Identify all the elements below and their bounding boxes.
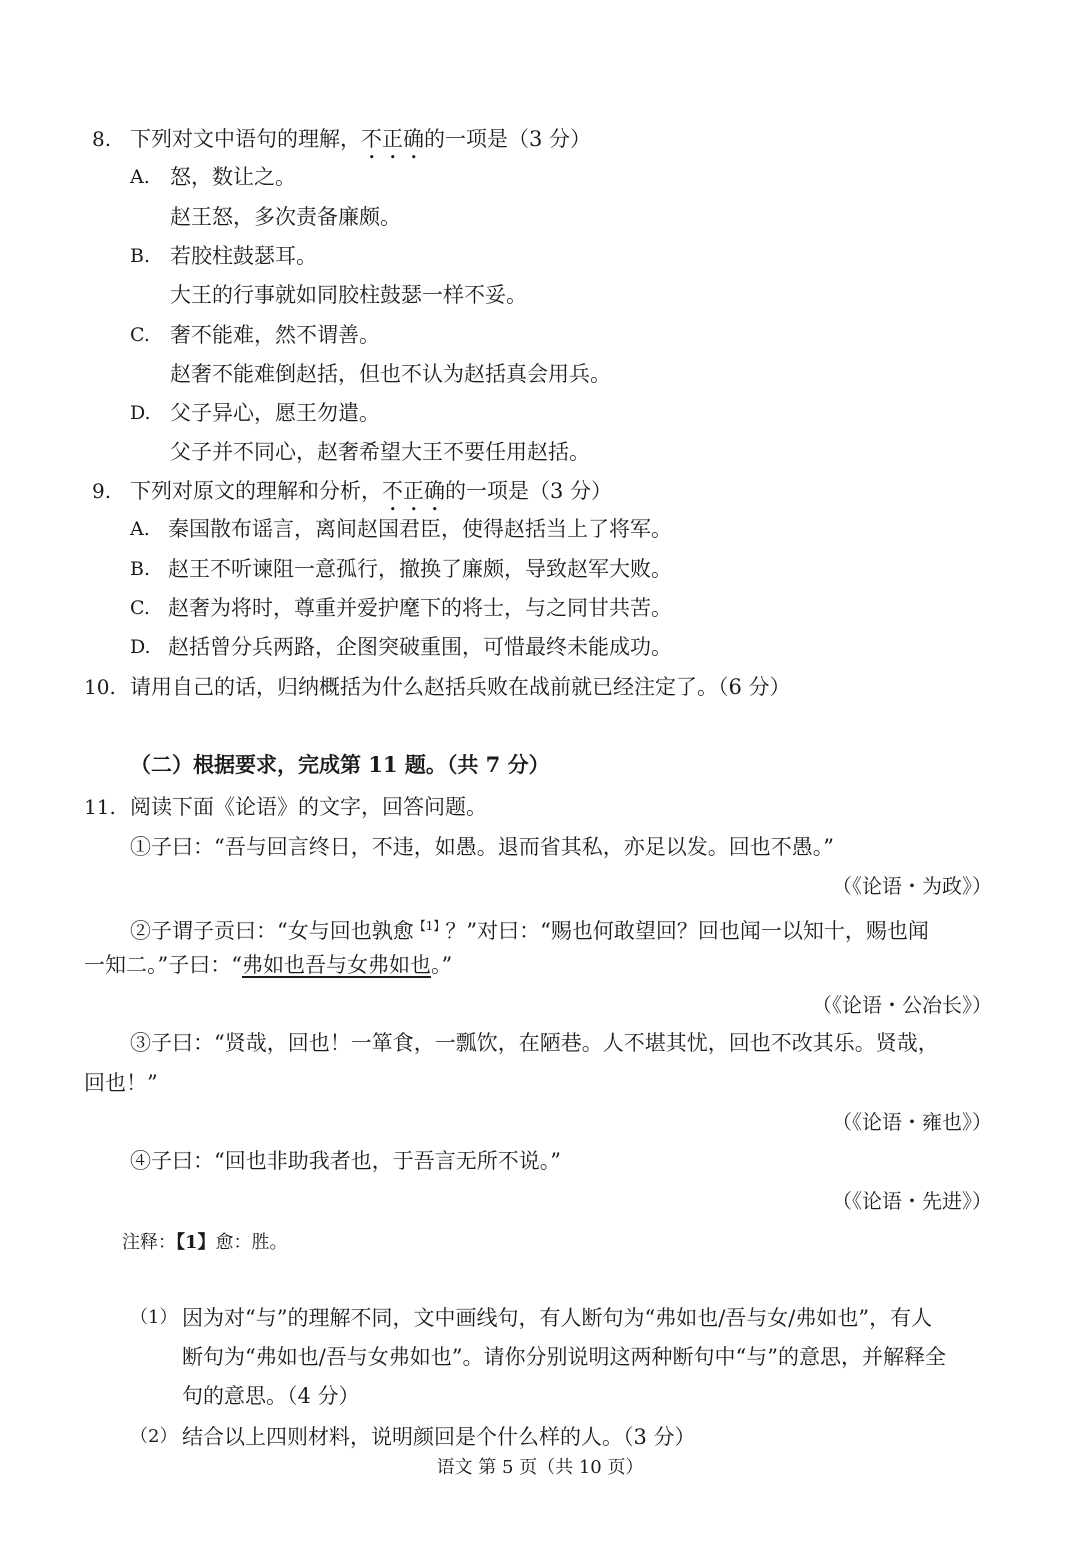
annotation-mark: 【1】 (176, 1232, 216, 1253)
passage-1-source: （《论语・为政》） (832, 874, 992, 898)
q9-option-b-label: B. (130, 558, 151, 580)
annotation-prefix: 注释： (122, 1232, 176, 1253)
passage-3-line-1: ③子曰：“贤哉，回也！一箪食，一瓢饮，在陋巷。人不堪其忧，回也不改其乐。贤哉， (130, 1031, 939, 1055)
passage-3-line-2: 回也！” (84, 1071, 158, 1095)
passage-4-source: （《论语・先进》） (832, 1189, 992, 1213)
q11-number: 11. (84, 795, 116, 819)
q8-option-c-original: 奢不能难，然不谓善。 (170, 323, 380, 347)
annotation-text: 愈：胜。 (215, 1232, 288, 1253)
sub-question-1-line-2: 断句为“弗如也/吾与女弗如也”。请你分别说明这两种断句中“与”的意思，并解释全 (182, 1345, 947, 1369)
q8-option-a-translation: 赵王怒，多次责备廉颇。 (170, 205, 401, 229)
q8-option-d-label: D. (130, 402, 151, 424)
q9-stem-after: 的一项是（3 分） (445, 479, 613, 503)
passage-2-line-2 (84, 950, 452, 980)
q8-option-c-label: C. (130, 324, 150, 346)
q8-stem (130, 124, 591, 164)
q9-option-a-text: 秦国散布谣言，离间赵国君臣，使得赵括当上了将军。 (168, 517, 672, 541)
q8-option-c-translation: 赵奢不能难倒赵括，但也不认为赵括真会用兵。 (170, 362, 611, 386)
q8-option-d-original: 父子异心，愿王勿遣。 (170, 401, 380, 425)
q10-text: 请用自己的话，归纳概括为什么赵括兵败在战前就已经注定了。（6 分） (130, 675, 791, 699)
q8-option-b-original: 若胶柱鼓瑟耳。 (170, 244, 317, 268)
q8-stem-after: 的一项是（3 分） (424, 127, 592, 151)
passage-4: ④子曰：“回也非助我者也，于吾言无所不说。” (130, 1149, 561, 1173)
passage-2-line-1 (130, 911, 929, 946)
sub-question-1-line-1: 因为对“与”的理解不同，文中画线句，有人断句为“弗如也/吾与女/弗如也”，有人 (182, 1306, 933, 1330)
q11-intro: 阅读下面《论语》的文字，回答问题。 (130, 795, 487, 819)
q9-stem-emphasis: 不正确 (382, 479, 445, 503)
q9-option-d-label: D. (130, 636, 151, 658)
q8-option-b-translation: 大王的行事就如同胶柱鼓瑟一样不妥。 (170, 283, 527, 307)
q9-option-b-text: 赵王不听谏阻一意孤行，撤换了廉颇，导致赵军大败。 (168, 557, 672, 581)
underlined-sentence: 弗如也吾与女弗如也 (241, 953, 431, 977)
sub-question-2-text: 结合以上四则材料，说明颜回是个什么样的人。（3 分） (182, 1425, 696, 1449)
q8-option-d-translation: 父子并不同心，赵奢希望大王不要任用赵括。 (170, 440, 590, 464)
passage-2-source: （《论语・公冶长》） (812, 993, 992, 1017)
q8-option-a-label: A. (130, 166, 150, 188)
passage-2-text-d: 。” (430, 953, 453, 977)
passage-2-text-b: ？”对曰：“赐也何敢望回？回也闻一以知十，赐也闻 (445, 919, 929, 943)
q10-number: 10. (84, 675, 116, 699)
footnote-marker: 【1】 (413, 919, 446, 933)
q8-number: 8. (92, 127, 112, 151)
sub-question-1-line-3: 句的意思。（4 分） (182, 1384, 360, 1408)
q9-number: 9. (92, 479, 112, 503)
q9-option-a-label: A. (130, 518, 150, 540)
q9-option-d-text: 赵括曾分兵两路，企图突破重围，可惜最终未能成功。 (168, 635, 672, 659)
sub-question-2-number: （2） (130, 1426, 178, 1447)
passage-3-source: （《论语・雍也》） (832, 1110, 992, 1134)
q8-option-a-original: 怒，数让之。 (170, 165, 296, 189)
q9-stem (130, 476, 612, 516)
sub-question-1-number: （1） (130, 1307, 178, 1328)
q8-option-b-label: B. (130, 245, 151, 267)
passage-2-text-a: ②子谓子贡曰：“女与回也孰愈 (130, 919, 414, 943)
q8-stem-emphasis: 不正确 (361, 127, 424, 151)
q9-option-c-text: 赵奢为将时，尊重并爱护麾下的将士，与之同甘共苦。 (168, 596, 672, 620)
annotation (122, 1228, 288, 1258)
passage-1: ①子曰：“吾与回言终日，不违，如愚。退而省其私，亦足以发。回也不愚。” (130, 835, 834, 859)
q9-stem-before: 下列对原文的理解和分析， (130, 479, 382, 503)
section-heading: （二）根据要求，完成第 11 题。（共 7 分） (130, 752, 550, 777)
q9-option-c-label: C. (130, 597, 150, 619)
page-footer: 语文 第 5 页（共 10 页） (436, 1457, 644, 1478)
passage-2-text-c: 一知二。”子曰：“ (84, 953, 242, 977)
q8-stem-before: 下列对文中语句的理解， (130, 127, 361, 151)
